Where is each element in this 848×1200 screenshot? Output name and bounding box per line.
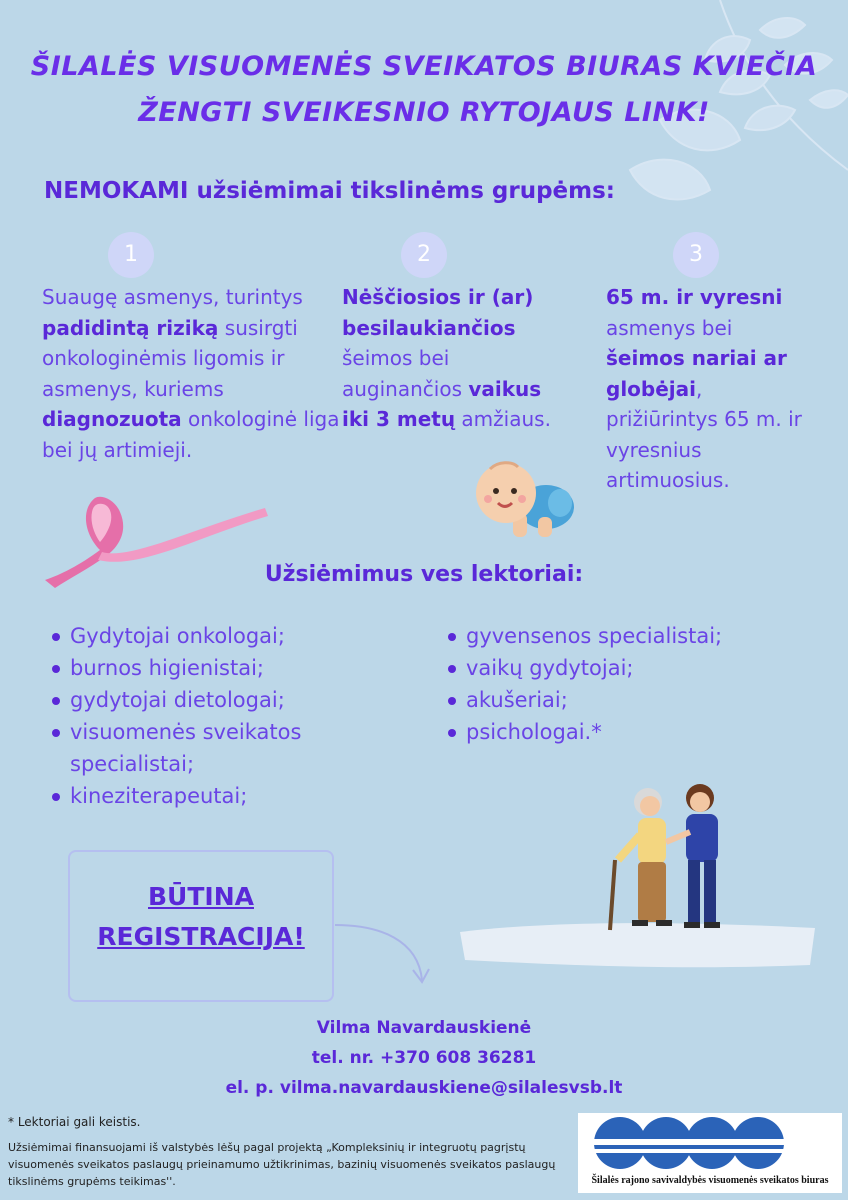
crawling-baby-illustration [468,455,578,545]
contact-name: Vilma Navardauskienė [316,1018,532,1038]
elderly-caregiver-illustration [460,780,815,970]
list-item: psichologai.* [444,716,804,748]
intro-rest: užsiėmimai tikslinėms grupėms: [188,178,616,204]
group-3-number: 3 [673,232,719,278]
lecturers-list-left [48,620,378,812]
group-1-number: 1 [108,232,154,278]
list-item: gydytojai dietologai; [48,684,378,716]
list-item: Gydytojai onkologai; [48,620,378,652]
intro-bold: NEMOKAMI [44,178,189,204]
arrow-icon [330,920,440,990]
list-item: kineziterapeutai; [48,780,378,812]
funding-note: Užsiėmimai finansuojami iš valstybės lėšų pagal projektą „Kompleksinių ir integruotų pagrįstų visuomenės sveikatos paslaugų prieinamumo užtikrinimas, bazinių visuomenės sveikatos paslaugų tikslinėms grupėms teikimas''. [8,1141,556,1188]
footnote: * Lektoriai gali keistis. [8,1115,141,1129]
logo-circles-icon [578,1113,842,1175]
list-item: gyvensenos specialistai; [444,620,804,652]
contact-phone[interactable]: tel. nr. +370 608 36281 [311,1048,537,1068]
group-2-text: Nėščiosios ir (ar) besilaukiančios šeimos bei auginančios vaikus iki 3 metų amžiaus. [342,285,551,431]
page-title-line2: ŽENGTI SVEIKESNIO RYTOJAUS LINK! [138,97,710,128]
lecturers-title: Užsiėmimus ves lektoriai: [264,562,584,587]
page-title-line1: ŠILALĖS VISUOMENĖS SVEIKATOS BIURAS KVIEČIA [30,51,818,82]
list-item: akušeriai; [444,684,804,716]
group-3-text: 65 m. ir vyresni asmenys bei šeimos nariai ar globėjai, prižiūrintys 65 m. ir vyresnius artimuosius. [606,285,802,492]
logo-caption: Šilalės rajono savivaldybės visuomenės sveikatos biuras [591,1175,829,1186]
group-2-number: 2 [401,232,447,278]
contact-email[interactable]: el. p. vilma.navardauskiene@silalesvsb.lt [225,1078,623,1098]
group-1-text: Suaugę asmenys, turintys padidintą riziką susirgti onkologinėmis ligomis ir asmenys, kuriems diagnozuota onkologinė liga bei jų artimieji. [42,285,340,462]
intro-heading [44,178,615,204]
list-item: vaikų gydytojai; [444,652,804,684]
registration-link[interactable]: BŪTINA REGISTRACIJA! [97,882,305,951]
list-item: burnos higienistai; [48,652,378,684]
contact-block [0,1013,848,1103]
lecturers-list-right [444,620,804,748]
list-item: visuomenės sveikatos specialistai; [48,716,360,780]
